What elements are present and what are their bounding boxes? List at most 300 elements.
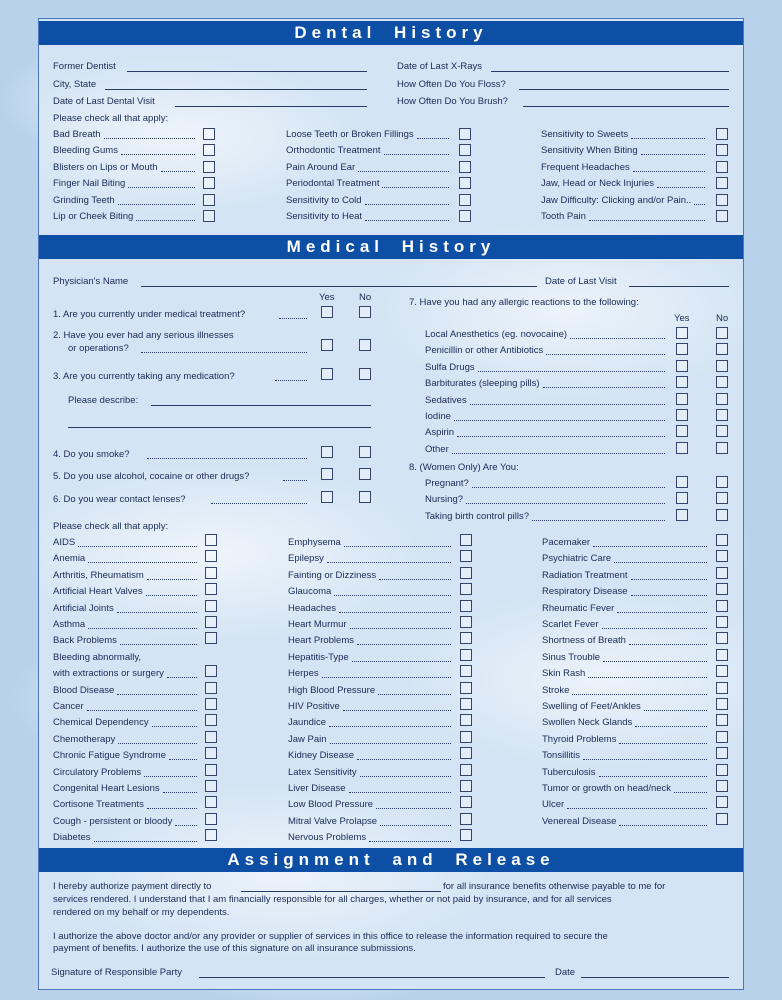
signature-field[interactable] xyxy=(199,977,545,978)
allergy-yes-checkbox[interactable] xyxy=(676,360,688,372)
leader-dots xyxy=(136,220,195,221)
condition-item-checkbox[interactable] xyxy=(205,632,217,644)
condition-item-checkbox[interactable] xyxy=(460,600,472,612)
leader-dots xyxy=(152,726,197,727)
checklist-item-label: Loose Teeth or Broken Fillings xyxy=(286,129,414,140)
release-info-text-2: payment of benefits. I authorize the use of this signature on all insurance submissions. xyxy=(53,943,416,954)
dental-history-title: Dental History xyxy=(39,21,743,45)
condition-item-checkbox[interactable] xyxy=(460,616,472,628)
q2-yes-checkbox[interactable] xyxy=(321,339,333,351)
leader-dots xyxy=(365,220,449,221)
leader-dots xyxy=(588,677,707,678)
condition-item-label: Stroke xyxy=(542,684,570,696)
condition-item-label: Blood Disease xyxy=(53,684,115,696)
question-3: 3. Are you currently taking any medication? xyxy=(53,371,235,382)
condition-item-checkbox[interactable] xyxy=(460,550,472,562)
checklist-item-label: Frequent Headaches xyxy=(541,161,630,173)
leader-dots xyxy=(327,562,451,563)
leader-dots xyxy=(279,318,307,319)
dental-check-all-label: Please check all that apply: xyxy=(53,113,169,124)
condition-item-checkbox[interactable] xyxy=(460,796,472,808)
checklist-item-checkbox[interactable] xyxy=(459,161,471,173)
leader-dots xyxy=(275,380,307,381)
allergy-yes-checkbox[interactable] xyxy=(676,327,688,339)
condition-item-label: Fainting or Dizziness xyxy=(288,569,377,581)
condition-item-checkbox[interactable] xyxy=(205,583,217,595)
condition-item-checkbox[interactable] xyxy=(716,665,728,677)
leader-dots xyxy=(417,138,449,139)
checklist-item-label: Tooth Pain xyxy=(541,211,586,222)
leader-dots xyxy=(360,776,451,777)
condition-item-label: AIDS xyxy=(53,537,76,548)
leader-dots xyxy=(470,404,665,405)
allergy-item-label: Penicillin or other Antibiotics xyxy=(425,345,544,357)
last-visit-field[interactable] xyxy=(629,286,729,287)
leader-dots xyxy=(369,841,451,842)
checklist-item-checkbox[interactable] xyxy=(203,177,215,189)
floss-field[interactable] xyxy=(519,89,729,90)
leader-dots xyxy=(641,154,705,155)
responsibility-text-2: rendered on my behalf or my dependents. xyxy=(53,907,230,918)
allergy-yes-header: Yes xyxy=(674,313,690,324)
allergy-item-label: Other xyxy=(425,443,449,455)
condition-item-label: Shortness of Breath xyxy=(542,635,626,647)
checklist-item-label: Sensitivity When Biting xyxy=(541,145,638,157)
condition-item-checkbox[interactable] xyxy=(205,796,217,808)
leader-dots xyxy=(567,808,707,809)
leader-dots xyxy=(117,612,197,613)
city-state-label: City, State xyxy=(53,79,97,90)
leader-dots xyxy=(599,776,707,777)
checklist-item-checkbox[interactable] xyxy=(716,161,728,173)
leader-dots xyxy=(167,677,197,678)
condition-item-label: Chemotherapy xyxy=(53,733,116,745)
allergy-no-checkbox[interactable] xyxy=(716,360,728,372)
women-no-checkbox[interactable] xyxy=(716,476,728,488)
floss-label: How Often Do You Floss? xyxy=(397,79,506,90)
allergy-no-checkbox[interactable] xyxy=(716,327,728,339)
condition-item-checkbox[interactable] xyxy=(205,550,217,562)
condition-item-checkbox[interactable] xyxy=(460,780,472,792)
checklist-item-checkbox[interactable] xyxy=(716,177,728,189)
leader-dots xyxy=(147,458,307,459)
condition-item-checkbox[interactable] xyxy=(460,632,472,644)
condition-item-label: Mitral Valve Prolapse xyxy=(288,815,378,827)
checklist-item-label: Lip or Cheek Biting xyxy=(53,211,134,222)
leader-dots xyxy=(635,726,707,727)
q2-no-checkbox[interactable] xyxy=(359,339,371,351)
condition-item-label: Back Problems xyxy=(53,635,117,647)
checklist-item-checkbox[interactable] xyxy=(459,210,471,222)
q6-no-checkbox[interactable] xyxy=(359,491,371,503)
condition-item-checkbox[interactable] xyxy=(460,649,472,661)
condition-item-checkbox[interactable] xyxy=(460,714,472,726)
women-yes-checkbox[interactable] xyxy=(676,476,688,488)
brush-label: How Often Do You Brush? xyxy=(397,96,508,107)
date-label: Date xyxy=(555,967,576,978)
please-describe-label: Please describe: xyxy=(68,395,139,406)
checklist-item-checkbox[interactable] xyxy=(459,177,471,189)
checklist-item-label: Finger Nail Biting xyxy=(53,178,126,190)
condition-item-checkbox[interactable] xyxy=(460,829,472,841)
checklist-item-label: Sensitivity to Cold xyxy=(286,194,362,206)
condition-item-checkbox[interactable] xyxy=(460,747,472,759)
condition-item-checkbox[interactable] xyxy=(460,682,472,694)
form-sheet xyxy=(38,18,744,990)
condition-item-label: Congenital Heart Lesions xyxy=(53,783,160,794)
allergy-item-label: Iodine xyxy=(425,411,451,422)
allergy-no-checkbox[interactable] xyxy=(716,442,728,454)
q3-yes-checkbox[interactable] xyxy=(321,368,333,380)
condition-item-checkbox[interactable] xyxy=(716,682,728,694)
last-xrays-label: Date of Last X-Rays xyxy=(397,61,483,72)
allergy-yes-checkbox[interactable] xyxy=(676,442,688,454)
checklist-item-checkbox[interactable] xyxy=(203,128,215,140)
q4-yes-checkbox[interactable] xyxy=(321,446,333,458)
checklist-item-checkbox[interactable] xyxy=(716,128,728,140)
question-6: 6. Do you wear contact lenses? xyxy=(53,494,186,505)
leader-dots xyxy=(121,154,195,155)
allergy-no-header: No xyxy=(716,313,729,324)
leader-dots xyxy=(358,171,449,172)
question-5: 5. Do you use alcohol, cocaine or other drugs? xyxy=(53,471,250,482)
leader-dots xyxy=(380,825,451,826)
allergy-yes-checkbox[interactable] xyxy=(676,425,688,437)
leader-dots xyxy=(543,387,665,388)
condition-item-checkbox[interactable] xyxy=(460,731,472,743)
condition-item-label: Circulatory Problems xyxy=(53,766,142,778)
authorize-payment-text: I hereby authorize payment directly to xyxy=(53,881,212,892)
leader-dots xyxy=(631,595,707,596)
allergy-no-checkbox[interactable] xyxy=(716,343,728,355)
leader-dots xyxy=(603,661,707,662)
no-header: No xyxy=(359,292,372,303)
release-info-text: I authorize the above doctor and/or any provider or supplier of services in this office to release the information required to secure the xyxy=(53,931,608,942)
condition-item-checkbox[interactable] xyxy=(716,632,728,644)
checklist-item-checkbox[interactable] xyxy=(203,210,215,222)
condition-item-checkbox[interactable] xyxy=(716,567,728,579)
condition-item-checkbox[interactable] xyxy=(205,616,217,628)
allergy-no-checkbox[interactable] xyxy=(716,393,728,405)
condition-item-label: Kidney Disease xyxy=(288,750,355,762)
leader-dots xyxy=(175,825,197,826)
condition-item-label: Anemia xyxy=(53,553,86,565)
q1-yes-checkbox[interactable] xyxy=(321,306,333,318)
leader-dots xyxy=(141,352,307,353)
women-item-label: Taking birth control pills? xyxy=(425,510,530,522)
leader-dots xyxy=(619,825,707,826)
allergy-no-checkbox[interactable] xyxy=(716,409,728,421)
checklist-item-label: Jaw Difficulty: Clicking and/or Pain.. xyxy=(541,194,692,206)
leader-dots xyxy=(118,204,195,205)
condition-item-label: Chemical Dependency xyxy=(53,717,149,729)
former-dentist-field[interactable] xyxy=(127,71,367,72)
leader-dots xyxy=(657,187,705,188)
leader-dots xyxy=(572,694,707,695)
condition-item-checkbox[interactable] xyxy=(460,665,472,677)
condition-item-checkbox[interactable] xyxy=(205,829,217,841)
leader-dots xyxy=(357,759,451,760)
condition-item-label: with extractions or surgery xyxy=(53,668,164,680)
allergy-no-checkbox[interactable] xyxy=(716,425,728,437)
leader-dots xyxy=(452,453,665,454)
leader-dots xyxy=(583,759,707,760)
checklist-item-checkbox[interactable] xyxy=(459,194,471,206)
question-4: 4. Do you smoke? xyxy=(53,449,130,460)
condition-item-label: Venereal Disease xyxy=(542,815,617,827)
condition-item-label: Scarlet Fever xyxy=(542,619,599,630)
condition-item-label: Heart Problems xyxy=(288,635,354,647)
responsibility-text: services rendered. I understand that I am financially responsible for all charges, whether or not paid by insurance, and for all services xyxy=(53,894,612,905)
condition-item-checkbox[interactable] xyxy=(716,616,728,628)
condition-item-checkbox[interactable] xyxy=(205,747,217,759)
city-state-field[interactable] xyxy=(105,89,367,90)
leader-dots xyxy=(144,776,197,777)
women-item-label: Pregnant? xyxy=(425,478,469,489)
condition-item-checkbox[interactable] xyxy=(205,698,217,710)
leader-dots xyxy=(674,792,707,793)
allergy-no-checkbox[interactable] xyxy=(716,376,728,388)
condition-item-label: Glaucoma xyxy=(288,586,332,598)
allergy-item-label: Sulfa Drugs xyxy=(425,361,475,373)
medication-describe-field-2[interactable] xyxy=(68,427,371,428)
condition-item-checkbox[interactable] xyxy=(205,665,217,677)
condition-item-label: Hepatitis-Type xyxy=(288,651,349,663)
leader-dots xyxy=(602,628,707,629)
condition-item-label: Heart Murmur xyxy=(288,619,347,630)
question-7: 7. Have you had any allergic reactions to the following: xyxy=(409,297,639,308)
condition-item-checkbox[interactable] xyxy=(716,780,728,792)
allergy-item-label: Sedatives xyxy=(425,394,467,406)
allergy-item-label: Aspirin xyxy=(425,427,455,439)
condition-item-checkbox[interactable] xyxy=(205,764,217,776)
checklist-item-checkbox[interactable] xyxy=(716,194,728,206)
condition-item-label: Artificial Heart Valves xyxy=(53,586,143,598)
condition-item-label: Sinus Trouble xyxy=(542,651,601,663)
question-1: 1. Are you currently under medical treatment? xyxy=(53,309,246,320)
checklist-item-label: Periodontal Treatment xyxy=(286,178,380,190)
leader-dots xyxy=(283,480,307,481)
allergy-yes-checkbox[interactable] xyxy=(676,376,688,388)
leader-dots xyxy=(384,154,449,155)
leader-dots xyxy=(365,204,449,205)
condition-item-checkbox[interactable] xyxy=(716,698,728,710)
condition-item-checkbox[interactable] xyxy=(716,649,728,661)
signature-label: Signature of Responsible Party xyxy=(51,967,182,978)
leader-dots xyxy=(169,759,197,760)
women-no-checkbox[interactable] xyxy=(716,492,728,504)
condition-item-label: Ulcer xyxy=(542,799,565,811)
signature-date-field[interactable] xyxy=(581,977,729,978)
leader-dots xyxy=(147,808,197,809)
condition-item-label: Arthritis, Rheumatism xyxy=(53,569,144,581)
condition-item-label: Tuberculosis xyxy=(542,766,596,778)
condition-item-label: Bleeding abnormally, xyxy=(53,651,142,663)
leader-dots xyxy=(104,138,195,139)
leader-dots xyxy=(357,644,451,645)
leader-dots xyxy=(118,743,197,744)
allergy-yes-checkbox[interactable] xyxy=(676,409,688,421)
checklist-item-checkbox[interactable] xyxy=(203,144,215,156)
leader-dots xyxy=(329,726,451,727)
leader-dots xyxy=(344,546,451,547)
last-visit-label: Date of Last Visit xyxy=(545,276,617,287)
condition-item-checkbox[interactable] xyxy=(205,600,217,612)
condition-item-checkbox[interactable] xyxy=(716,764,728,776)
leader-dots xyxy=(87,710,197,711)
leader-dots xyxy=(589,220,705,221)
leader-dots xyxy=(147,579,197,580)
checklist-item-checkbox[interactable] xyxy=(459,144,471,156)
condition-item-checkbox[interactable] xyxy=(716,813,728,825)
question-2: 2. Have you ever had any serious illnesses xyxy=(53,330,234,341)
leader-dots xyxy=(78,546,197,547)
condition-item-label: Skin Rash xyxy=(542,668,586,680)
q5-no-checkbox[interactable] xyxy=(359,468,371,480)
question-2-cont: or operations? xyxy=(68,343,129,354)
condition-item-label: Swollen Neck Glands xyxy=(542,717,633,729)
leader-dots xyxy=(128,187,195,188)
allergy-yes-checkbox[interactable] xyxy=(676,393,688,405)
condition-item-checkbox[interactable] xyxy=(205,780,217,792)
condition-item-checkbox[interactable] xyxy=(460,813,472,825)
checklist-item-checkbox[interactable] xyxy=(203,161,215,173)
condition-item-label: Herpes xyxy=(288,668,319,680)
condition-item-checkbox[interactable] xyxy=(716,550,728,562)
leader-dots xyxy=(546,354,665,355)
last-xrays-field[interactable] xyxy=(491,71,729,72)
condition-item-label: Rheumatic Fever xyxy=(542,602,615,614)
q5-yes-checkbox[interactable] xyxy=(321,468,333,480)
physician-name-field[interactable] xyxy=(141,286,537,287)
checklist-item-label: Orthodontic Treatment xyxy=(286,145,381,157)
condition-item-label: Low Blood Pressure xyxy=(288,799,374,811)
checklist-item-checkbox[interactable] xyxy=(459,128,471,140)
q6-yes-checkbox[interactable] xyxy=(321,491,333,503)
checklist-item-checkbox[interactable] xyxy=(203,194,215,206)
condition-item-label: Jaundice xyxy=(288,717,327,729)
condition-item-label: Thyroid Problems xyxy=(542,733,617,745)
leader-dots xyxy=(382,187,449,188)
physician-name-label: Physician's Name xyxy=(53,276,129,287)
checklist-item-label: Pain Around Ear xyxy=(286,161,356,173)
leader-dots xyxy=(629,644,707,645)
leader-dots xyxy=(352,661,451,662)
checklist-item-label: Bleeding Gums xyxy=(53,145,118,157)
leader-dots xyxy=(161,171,195,172)
medication-describe-field[interactable] xyxy=(151,405,371,406)
leader-dots xyxy=(379,579,451,580)
last-dental-visit-label: Date of Last Dental Visit xyxy=(53,96,155,107)
question-8: 8. (Women Only) Are You: xyxy=(409,462,519,473)
checklist-item-label: Grinding Teeth xyxy=(53,194,115,206)
condition-item-checkbox[interactable] xyxy=(460,567,472,579)
condition-item-checkbox[interactable] xyxy=(205,813,217,825)
condition-item-checkbox[interactable] xyxy=(716,583,728,595)
condition-item-checkbox[interactable] xyxy=(716,534,728,546)
condition-item-label: Nervous Problems xyxy=(288,832,367,844)
checklist-item-checkbox[interactable] xyxy=(716,144,728,156)
allergy-yes-checkbox[interactable] xyxy=(676,343,688,355)
condition-item-checkbox[interactable] xyxy=(205,682,217,694)
women-yes-checkbox[interactable] xyxy=(676,509,688,521)
condition-item-checkbox[interactable] xyxy=(460,583,472,595)
condition-item-label: Emphysema xyxy=(288,537,341,548)
assignment-release-title: Assignment and Release xyxy=(39,848,743,872)
brush-field[interactable] xyxy=(523,106,729,107)
condition-item-checkbox[interactable] xyxy=(716,796,728,808)
condition-item-checkbox[interactable] xyxy=(460,698,472,710)
allergy-item-label: Barbiturates (sleeping pills) xyxy=(425,378,540,390)
checklist-item-checkbox[interactable] xyxy=(716,210,728,222)
condition-item-label: HIV Positive xyxy=(288,701,340,712)
leader-dots xyxy=(349,792,451,793)
authorize-payment-text-2: for all insurance benefits otherwise payable to me for xyxy=(443,881,666,892)
payee-field[interactable] xyxy=(241,891,441,892)
q1-no-checkbox[interactable] xyxy=(359,306,371,318)
leader-dots xyxy=(694,204,705,205)
checklist-item-label: Bad Breath xyxy=(53,129,101,140)
condition-item-checkbox[interactable] xyxy=(205,731,217,743)
women-yes-checkbox[interactable] xyxy=(676,492,688,504)
condition-item-checkbox[interactable] xyxy=(205,534,217,546)
condition-item-label: Jaw Pain xyxy=(288,733,327,745)
leader-dots xyxy=(322,677,451,678)
condition-item-checkbox[interactable] xyxy=(460,534,472,546)
condition-item-label: Tumor or growth on head/neck xyxy=(542,783,672,794)
leader-dots xyxy=(163,792,197,793)
checklist-item-label: Jaw, Head or Neck Injuries xyxy=(541,178,654,190)
leader-dots xyxy=(617,612,707,613)
condition-item-checkbox[interactable] xyxy=(716,714,728,726)
condition-item-checkbox[interactable] xyxy=(205,714,217,726)
leader-dots xyxy=(466,503,665,504)
condition-item-label: Tonsillitis xyxy=(542,750,581,762)
women-no-checkbox[interactable] xyxy=(716,509,728,521)
condition-item-checkbox[interactable] xyxy=(460,764,472,776)
leader-dots xyxy=(633,171,705,172)
leader-dots xyxy=(478,371,665,372)
condition-item-label: Swelling of Feet/Ankles xyxy=(542,701,641,712)
condition-item-label: High Blood Pressure xyxy=(288,684,376,696)
condition-item-label: Asthma xyxy=(53,619,86,630)
leader-dots xyxy=(570,338,665,339)
condition-item-checkbox[interactable] xyxy=(716,600,728,612)
leader-dots xyxy=(644,710,707,711)
condition-item-label: Diabetes xyxy=(53,832,91,844)
leader-dots xyxy=(330,743,451,744)
leader-dots xyxy=(532,520,665,521)
condition-item-label: Respiratory Disease xyxy=(542,586,628,598)
q4-no-checkbox[interactable] xyxy=(359,446,371,458)
checklist-item-label: Sensitivity to Sweets xyxy=(541,129,629,140)
condition-item-checkbox[interactable] xyxy=(716,731,728,743)
leader-dots xyxy=(343,710,451,711)
leader-dots xyxy=(454,420,665,421)
condition-item-label: Chronic Fatigue Syndrome xyxy=(53,750,166,762)
condition-item-label: Latex Sensitivity xyxy=(288,766,357,778)
condition-item-checkbox[interactable] xyxy=(716,747,728,759)
medical-check-all-label: Please check all that apply: xyxy=(53,521,169,532)
leader-dots xyxy=(593,546,707,547)
leader-dots xyxy=(120,644,197,645)
women-item-label: Nursing? xyxy=(425,494,464,506)
condition-item-checkbox[interactable] xyxy=(205,567,217,579)
leader-dots xyxy=(631,138,705,139)
leader-dots xyxy=(334,595,451,596)
last-dental-visit-field[interactable] xyxy=(175,106,367,107)
q3-no-checkbox[interactable] xyxy=(359,368,371,380)
